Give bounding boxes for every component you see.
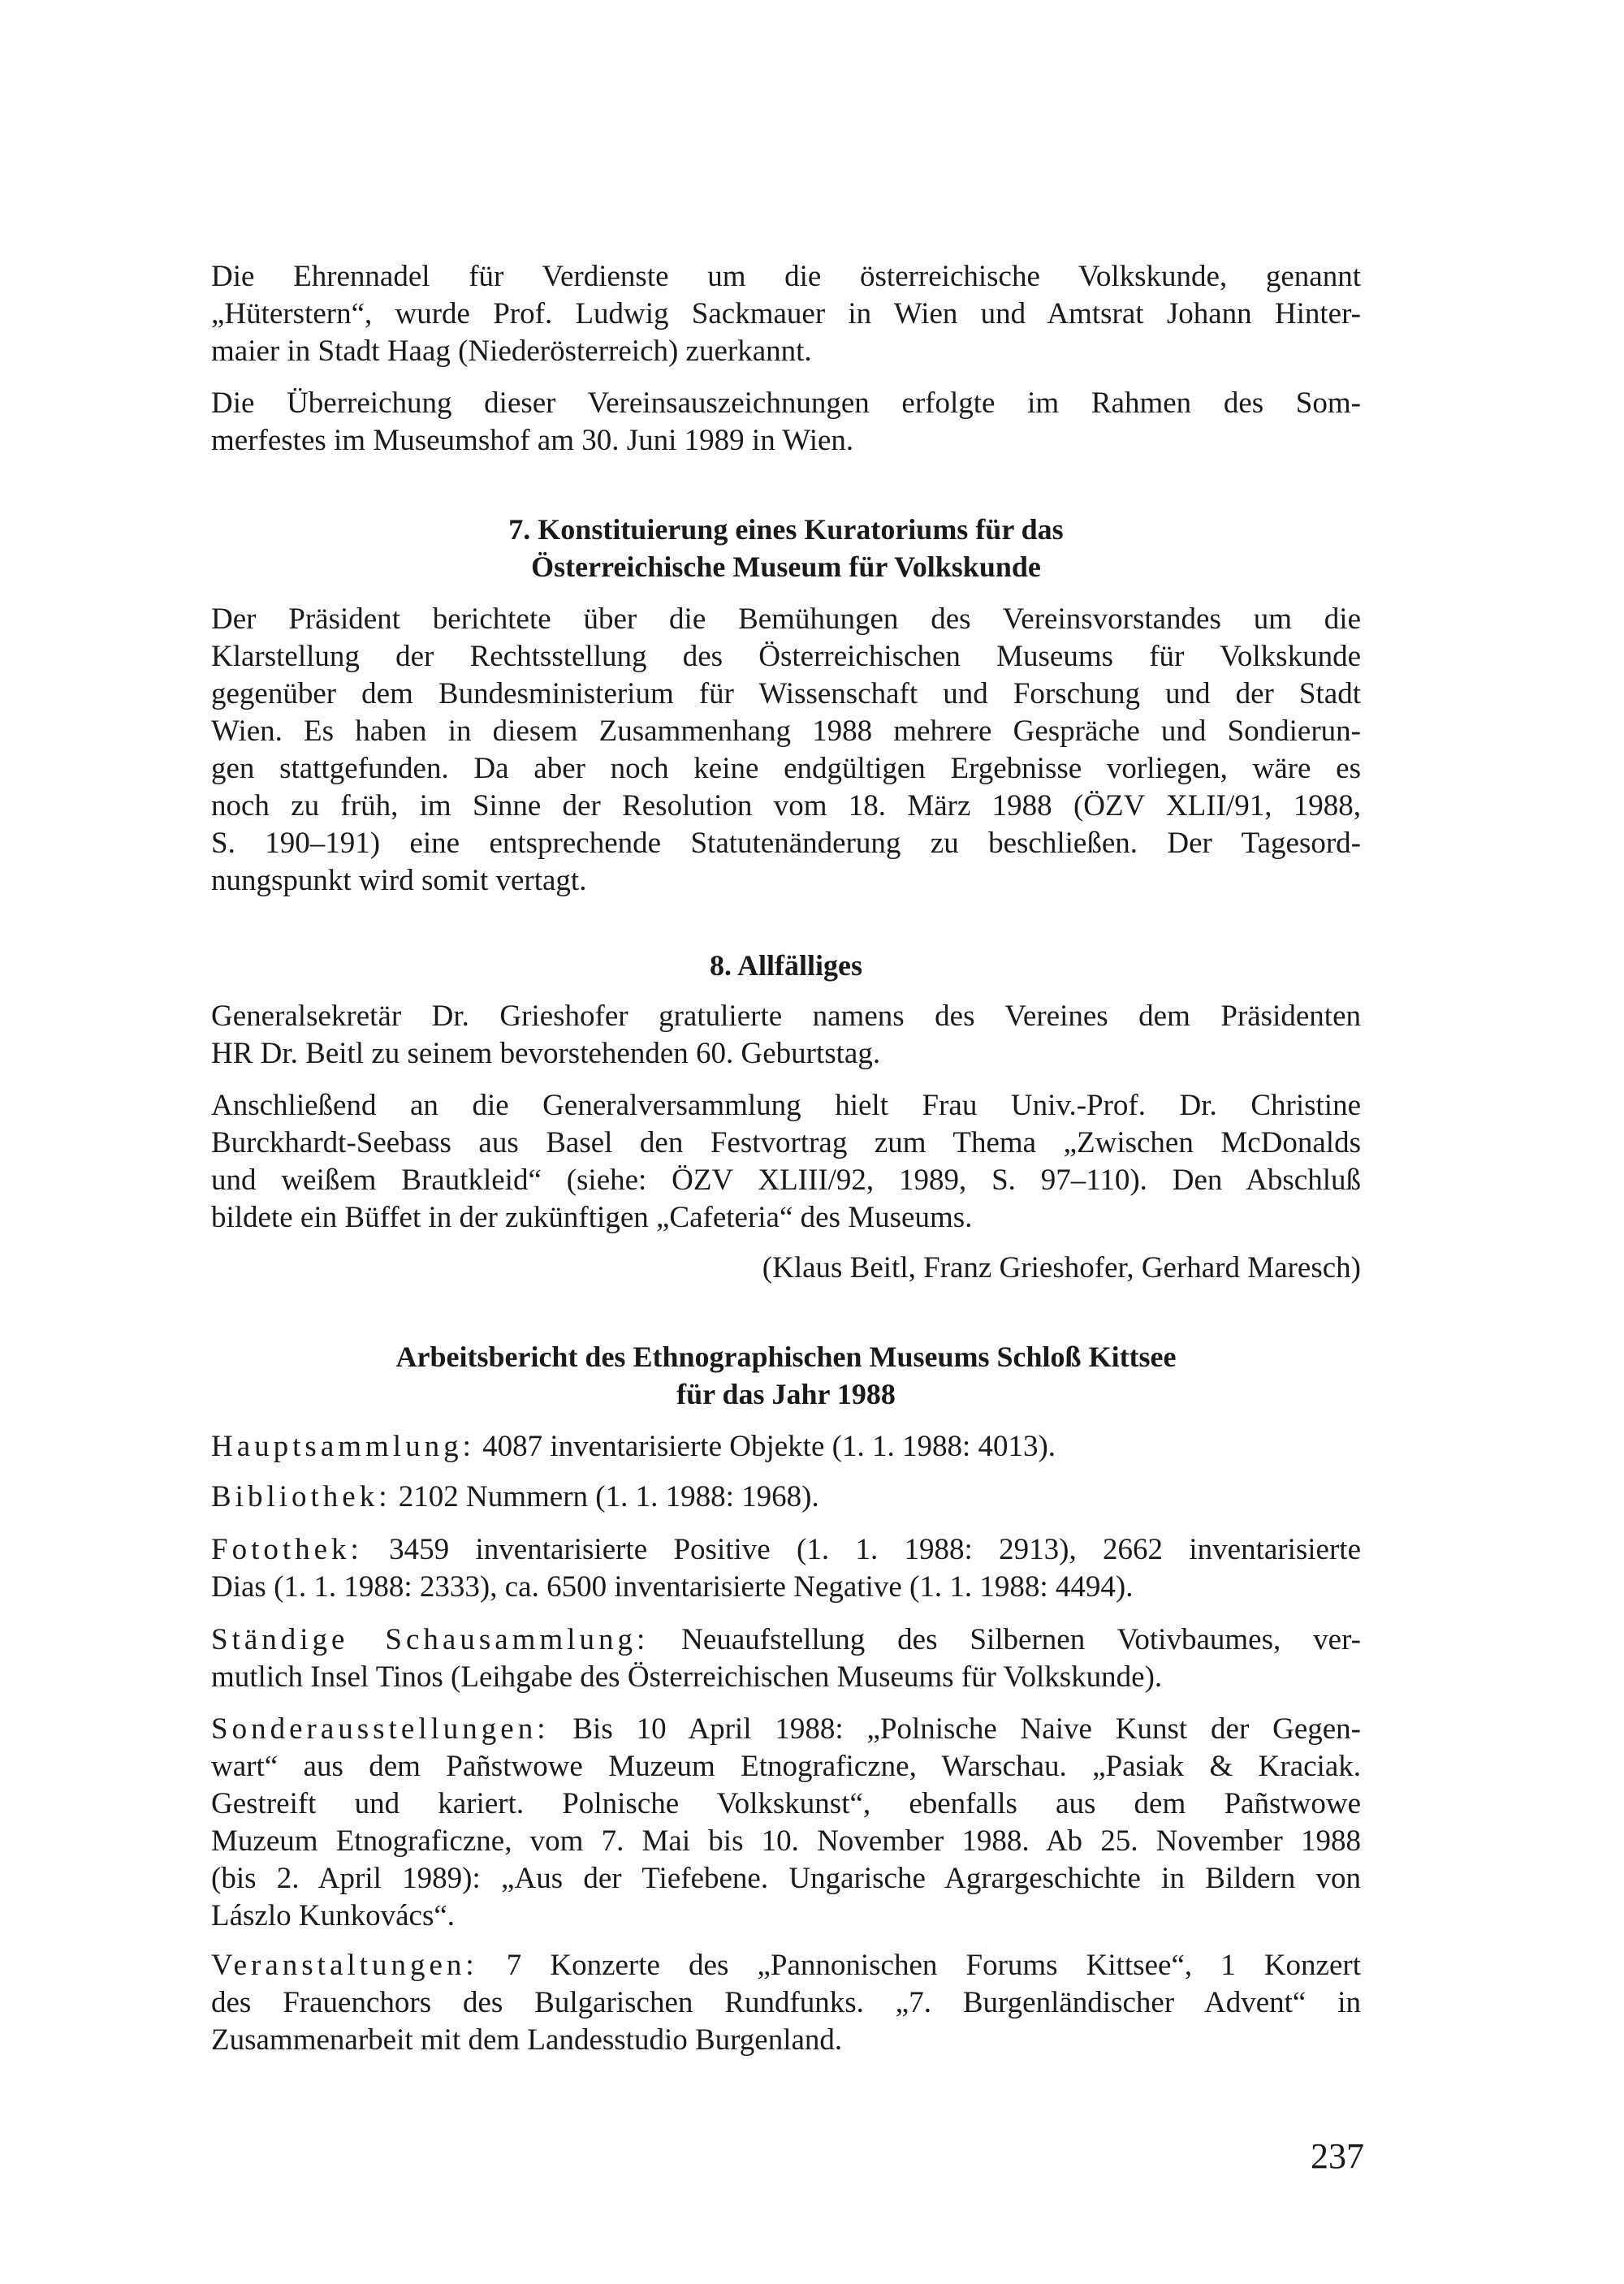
entry-label: Hauptsammlung: xyxy=(211,1430,475,1463)
text-line: 8. Allfälliges xyxy=(710,949,862,982)
text-line: gen stattgefunden. Da aber noch keine endgültigen Ergebnisse vorliegen, wäre es xyxy=(211,752,1361,785)
text-line xyxy=(211,1479,1361,1516)
text-line: maier in Stadt Haag (Niederösterreich) zuerkannt. xyxy=(211,335,812,368)
text-line: Anschließend an die Generalversammlung hielt Frau Univ.-Prof. Dr. Christine xyxy=(211,1089,1361,1122)
text-line: Dias (1. 1. 1988: 2333), ca. 6500 inventarisierte Negative (1. 1. 1988: 4494). xyxy=(211,1570,1134,1604)
text-line: nungspunkt wird somit vertagt. xyxy=(211,864,587,897)
text-line: Zusammenarbeit mit dem Landesstudio Burgenland. xyxy=(211,2023,843,2057)
text-line: „Hüterstern“, wurde Prof. Ludwig Sackmauer in Wien und Amtsrat Johann Hinter- xyxy=(211,297,1361,330)
entry-label: Fotothek: xyxy=(211,1533,363,1566)
entry-text: Bis 10 April 1988: „Polnische Naive Kunst der Gegen- xyxy=(549,1712,1361,1746)
entry-label: Bibliothek: xyxy=(211,1480,391,1513)
entry-label: Veranstaltungen: xyxy=(211,1949,478,1982)
text-line: gegenüber dem Bundesministerium für Wissenschaft und Forschung und der Stadt xyxy=(211,677,1361,710)
paragraph xyxy=(211,1531,1361,1606)
text-line: und weißem Brautkleid“ (siehe: ÖZV XLIII/92, 1989, S. 97–110). Den Abschluß xyxy=(211,1164,1361,1197)
paragraph xyxy=(211,1479,1361,1516)
paragraph xyxy=(211,385,1361,460)
entry-label: Ständige Schausammlung: xyxy=(211,1623,650,1656)
text-line: noch zu früh, im Sinne der Resolution vom 18. März 1988 (ÖZV XLII/91, 1988, xyxy=(211,789,1361,822)
entry-text: 2102 Nummern (1. 1. 1988: 1968). xyxy=(391,1480,819,1513)
text-line xyxy=(211,1621,1361,1659)
text-line: Österreichische Museum für Volkskunde xyxy=(531,550,1041,583)
text-line xyxy=(211,1531,1361,1569)
text-line: Burckhardt-Seebass aus Basel den Festvortrag zum Thema „Zwischen McDonalds xyxy=(211,1126,1361,1159)
entry-text: 4087 inventarisierte Objekte (1. 1. 1988: 4013). xyxy=(474,1430,1056,1463)
text-line: für das Jahr 1988 xyxy=(676,1378,896,1410)
text-line: bildete ein Büffet in der zukünftigen „Cafeteria“ des Museums. xyxy=(211,1201,973,1234)
paragraph xyxy=(211,601,1361,900)
text-line: 7. Konstituierung eines Kuratoriums für das xyxy=(508,513,1064,546)
text-line: (Klaus Beitl, Franz Grieshofer, Gerhard Maresch) xyxy=(762,1251,1361,1284)
text-line: Die Überreichung dieser Vereinsauszeichnungen erfolgte im Rahmen des Som- xyxy=(211,386,1361,420)
text-line: Lászlo Kunkovács“. xyxy=(211,1899,456,1932)
text-line: mutlich Insel Tinos (Leihgabe des Österreichischen Museums für Volkskunde). xyxy=(211,1660,1163,1694)
section-heading xyxy=(211,1338,1361,1413)
page-number: 237 xyxy=(1311,2136,1364,2176)
entry-text: Neuaufstellung des Silbernen Votivbaumes, ver- xyxy=(649,1623,1361,1656)
text-line: Wien. Es haben in diesem Zusammenhang 1988 mehrere Gespräche und Sondierun- xyxy=(211,715,1361,748)
text-line xyxy=(211,1947,1361,1984)
text-line: S. 190–191) eine entsprechende Statutenänderung zu beschließen. Der Tagesord- xyxy=(211,827,1361,860)
text-line: (bis 2. April 1989): „Aus der Tiefebene. Ungarische Agrargeschichte in Bildern von xyxy=(211,1862,1361,1895)
text-line: merfestes im Museumshof am 30. Juni 1989 in Wien. xyxy=(211,424,854,457)
text-line: des Frauenchors des Bulgarischen Rundfunks. „7. Burgenländischer Advent“ in xyxy=(211,1986,1361,2019)
text-line: wart“ aus dem Pañstwowe Muzeum Etnograficzne, Warschau. „Pasiak & Kraciak. xyxy=(211,1750,1361,1783)
paragraph xyxy=(211,1711,1361,1935)
text-line xyxy=(211,1428,1361,1466)
paragraph xyxy=(211,1087,1361,1237)
section-heading xyxy=(211,511,1361,585)
paragraph xyxy=(211,998,1361,1073)
text-line: Generalsekretär Dr. Grieshofer gratulierte namens des Vereines dem Präsidenten xyxy=(211,1000,1361,1033)
paragraph xyxy=(211,1621,1361,1696)
paragraph xyxy=(211,1428,1361,1466)
paragraph xyxy=(211,258,1361,370)
text-line: Muzeum Etnograficzne, vom 7. Mai bis 10. November 1988. Ab 25. November 1988 xyxy=(211,1824,1361,1858)
signature xyxy=(211,1250,1361,1287)
section-heading xyxy=(211,947,1361,984)
paragraph xyxy=(211,1947,1361,2059)
text-line: Arbeitsbericht des Ethnographischen Museums Schloß Kittsee xyxy=(395,1341,1177,1373)
text-line: Gestreift und kariert. Polnische Volkskunst“, ebenfalls aus dem Pañstwowe xyxy=(211,1787,1361,1820)
entry-text: 7 Konzerte des „Pannonischen Forums Kittsee“, 1 Konzert xyxy=(477,1949,1361,1982)
text-line xyxy=(211,1711,1361,1748)
entry-label: Sonderausstellungen: xyxy=(211,1712,550,1746)
entry-text: 3459 inventarisierte Positive (1. 1. 1988: 2913), 2662 inventarisierte xyxy=(362,1533,1361,1566)
text-line: Der Präsident berichtete über die Bemühungen des Vereinsvorstandes um die xyxy=(211,602,1361,636)
text-line: Die Ehrennadel für Verdienste um die österreichische Volkskunde, genannt xyxy=(211,260,1361,293)
text-line: HR Dr. Beitl zu seinem bevorstehenden 60. Geburtstag. xyxy=(211,1037,881,1070)
text-line: Klarstellung der Rechtsstellung des Österreichischen Museums für Volkskunde xyxy=(211,640,1361,673)
